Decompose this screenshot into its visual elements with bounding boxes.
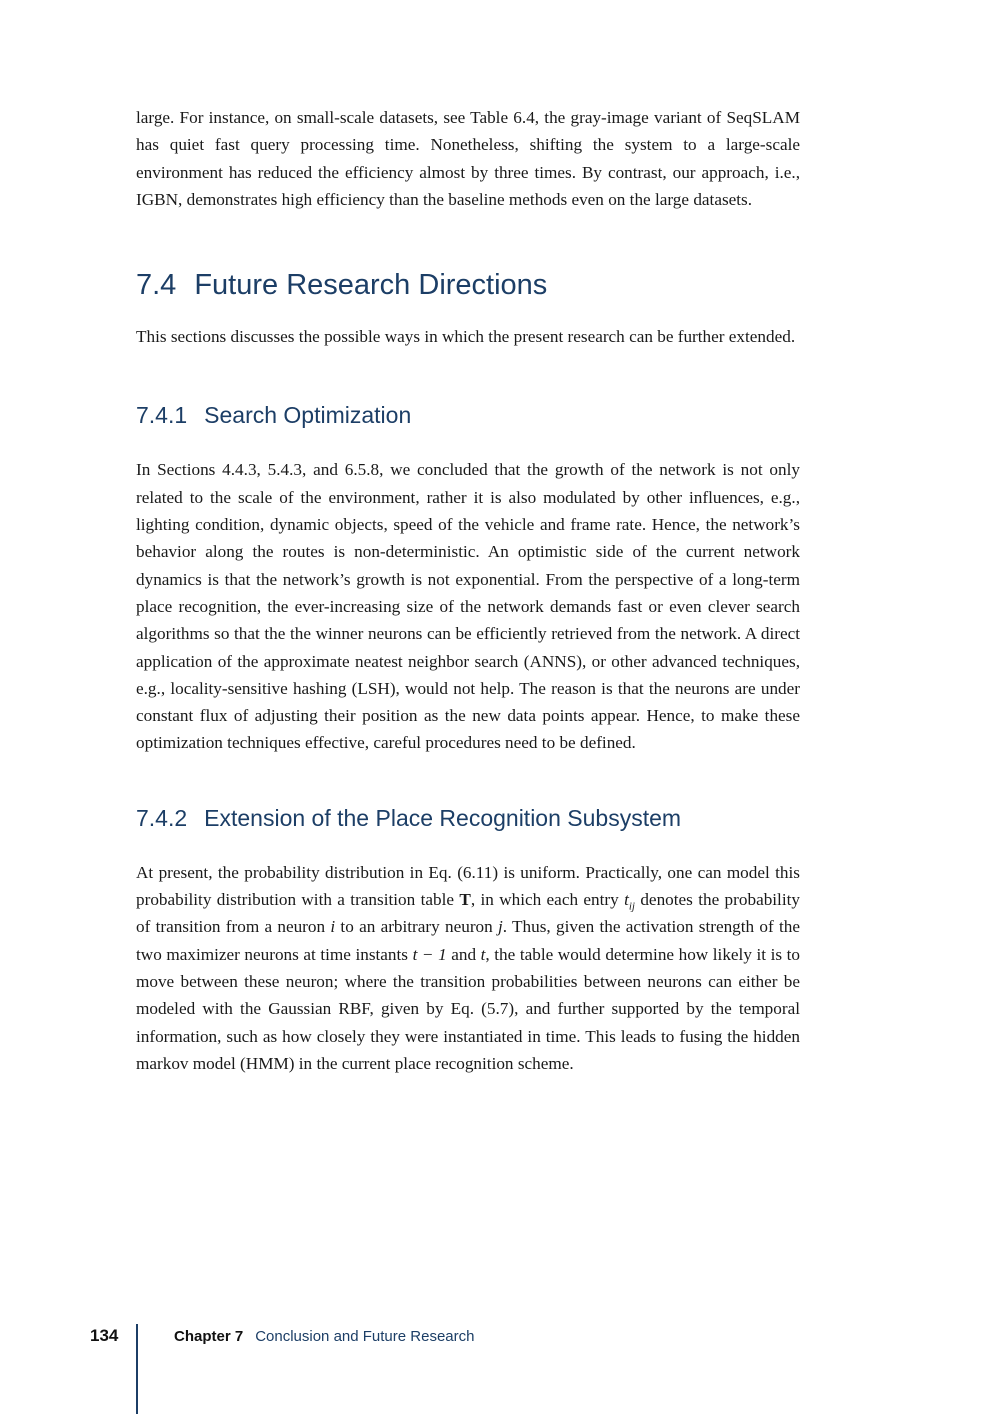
text-run: denotes the probability of transition from a neuron (136, 890, 800, 937)
text-run: to an arbitrary neuron (335, 917, 499, 937)
text-run: , the table would determine how likely it is to move between these neuron; where the transition probabilities between neurons can either be modeled with the Gaussian RBF, given by Eq. (5.7), and further supported by the temporal information, such as how closely they were instantiated in time. This leads to fusing the hidden markov model (HMM) in the current place recognition scheme. (136, 944, 800, 1073)
text-run: , in which each entry (470, 890, 625, 910)
math-symbol: t (480, 944, 486, 964)
paragraph-section-intro: This sections discusses the possible ways in which the present research can be further extended. (136, 327, 796, 347)
page-content (136, 104, 800, 1077)
chapter-title: Conclusion and Future Research (255, 1328, 475, 1345)
section-title: Future Research Directions (194, 269, 548, 302)
math-symbol: i (330, 917, 336, 937)
running-header (174, 1328, 474, 1345)
subsection-number: 7.4.1 (136, 402, 188, 429)
subsection-heading-extension (136, 803, 800, 833)
footer-divider (136, 1324, 138, 1414)
text-run: At present, the probability distribution in Eq. (6.11) is uniform. Practically, one can model this probability distribution with a transition table (136, 862, 800, 910)
subsection-title: Extension of the Place Recognition Subsystem (204, 804, 682, 831)
page-footer (0, 1322, 1000, 1414)
text-run: and (446, 944, 481, 964)
paragraph-intro: large. For instance, on small-scale datasets, see Table 6.4, the gray-image variant of SeqSLAM has quiet fast query processing time. Nonetheless, shifting the system to a large-scale environment has reduced the efficiency almost by three times. By contrast, our approach, i.e., IGBN, demonstrates high efficiency than the baseline methods even on the large datasets. (136, 108, 800, 209)
subsection-title: Search Optimization (204, 402, 412, 429)
paragraph-search-optimization: In Sections 4.4.3, 5.4.3, and 6.5.8, we concluded that the growth of the network is not only related to the scale of the environment, rather it is also modulated by other influences, e.g., lighting condition, dynamic objects, speed of the vehicle and frame rate. Hence, the network’s behavior along the routes is non-deterministic. An optimistic side of the current network dynamics is that the network’s growth is not exponential. From the perspective of a long-term place recognition, the ever-increasing size of the network demands fast or even clever search algorithms so that the the winner neurons can be efficiently retrieved from the network. A direct application of the approximate neatest neighbor search (ANNS), or other advanced techniques, e.g., locality-sensitive hashing (LSH), would not help. The reason is that the neurons are under constant flux of adjusting their position as the new data points appear. Hence, to make these optimization techniques effective, careful procedures need to be defined. (136, 460, 800, 753)
subsection-number: 7.4.2 (136, 804, 188, 831)
section-number: 7.4 (136, 269, 177, 302)
text-run: . Thus, given the activation strength of the two maximizer neurons at time instants (136, 917, 800, 964)
paragraph-extension (136, 859, 800, 1077)
section-heading (136, 267, 800, 303)
chapter-label: Chapter 7 (174, 1328, 244, 1345)
math-expression: t − 1 (412, 944, 447, 964)
math-symbol: t (624, 890, 629, 910)
page-number: 134 (90, 1326, 119, 1345)
math-symbol: T (459, 890, 471, 910)
math-symbol: j (498, 917, 503, 937)
math-subscript: ij (628, 900, 635, 913)
subsection-heading-search (136, 400, 800, 430)
